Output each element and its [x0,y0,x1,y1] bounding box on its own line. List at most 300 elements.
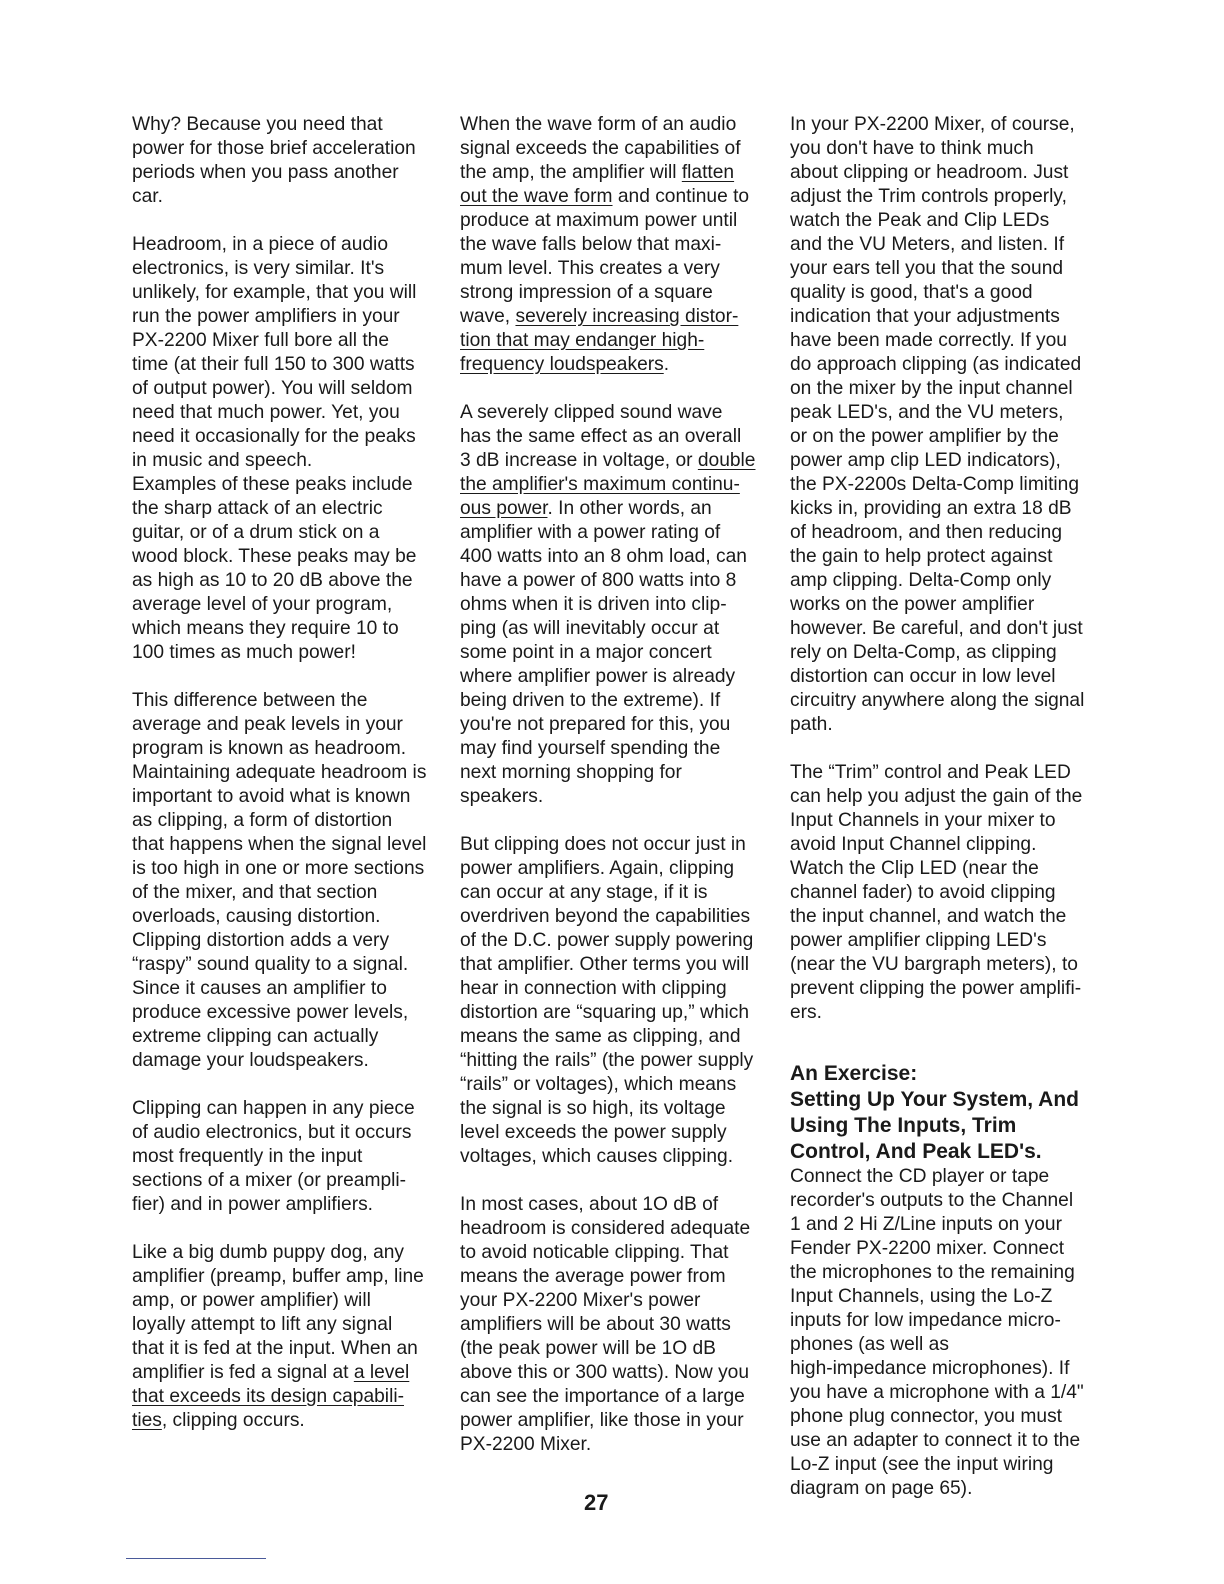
paragraph-gap [132,665,426,689]
text-span: is too high in one or more sections [132,858,425,879]
underlined-text: a level [353,1362,410,1383]
text-span: have a power of 800 watts into 8 [460,570,737,591]
text-line [132,113,426,137]
text-span: Clipping distortion adds a very [132,930,390,951]
text-line [460,617,755,641]
text-line [460,785,755,809]
paragraph-gap [790,737,1084,761]
text-line [790,857,1084,881]
text-span: the gain to help protect against [790,546,1053,567]
text-span: Like a big dumb puppy dog, any [132,1242,405,1263]
text-line [460,1025,755,1049]
text-span: ohms when it is driven into clip- [460,594,727,615]
text-column-2 [460,113,755,1457]
text-line [132,401,426,425]
text-line [132,377,426,401]
text-span: you're not prepared for this, you [460,714,731,735]
text-line [132,761,426,785]
text-span: that amplifier. Other terms you will [460,954,749,975]
text-line [460,1121,755,1145]
text-span: PX-2200 Mixer full bore all the [132,330,390,351]
text-line [790,569,1084,593]
text-span: wood block. These peaks may be [132,546,417,567]
text-span: 100 times as much power! [132,642,356,663]
text-line [132,833,426,857]
text-line [460,209,755,233]
text-span: you don't have to think much [790,138,1034,159]
paragraph-gap [132,209,426,233]
text-span: channel fader) to avoid clipping [790,882,1056,903]
text-span: amplifiers will be about 30 watts [460,1314,731,1335]
text-line [132,1169,426,1193]
text-span: to avoid noticable clipping. That [460,1242,729,1263]
text-line [132,1385,426,1409]
text-line [460,161,755,185]
text-span: Lo-Z input (see the input wiring [790,1454,1054,1475]
text-line [460,953,755,977]
text-line [790,1333,1084,1357]
text-line [790,689,1084,713]
text-span: power amplifiers. Again, clipping [460,858,735,879]
text-line [132,497,426,521]
text-span: of audio electronics, but it occurs [132,1122,412,1143]
text-line [790,593,1084,617]
text-span: guitar, or of a drum stick on a [132,522,380,543]
text-span: rely on Delta-Comp, as clipping [790,642,1057,663]
text-line [790,1453,1084,1477]
text-line [132,1289,426,1313]
text-span: mum level. This creates a very [460,258,720,279]
text-span: amp, or power amplifier) will [132,1290,371,1311]
text-span: prevent clipping the power amplifi- [790,978,1082,999]
text-span: you have a microphone with a 1/4" [790,1382,1084,1403]
text-line [460,737,755,761]
text-span: adjust the Trim controls properly, [790,186,1067,207]
text-line [790,209,1084,233]
paragraph-gap [790,1025,1084,1049]
text-span: produce excessive power levels, [132,1002,409,1023]
text-line [132,1049,426,1073]
text-span: phone plug connector, you must [790,1406,1063,1427]
text-span: hear in connection with clipping [460,978,727,999]
text-span: ers. [790,1002,822,1023]
text-span: Input Channels, using the Lo-Z [790,1286,1053,1307]
text-span: level exceeds the power supply [460,1122,727,1143]
text-span: recorder's outputs to the Channel [790,1190,1074,1211]
text-line [460,905,755,929]
text-span: of output power). You will seldom [132,378,413,399]
text-span: where amplifier power is already [460,666,736,687]
text-line [460,281,755,305]
text-span: which means they require 10 to [132,618,399,639]
text-span: run the power amplifiers in your [132,306,400,327]
text-span: . In other words, an [547,498,712,519]
text-line [132,857,426,881]
text-line [132,185,426,209]
text-span: Maintaining adequate headroom is [132,762,427,783]
text-span: Why? Because you need that [132,114,383,135]
text-span: Connect the CD player or tape [790,1166,1050,1187]
text-span: as high as 10 to 20 dB above the [132,570,413,591]
text-span: wave, [460,306,516,327]
text-span: has the same effect as an overall [460,426,742,447]
text-span: can occur at any stage, if it is [460,882,708,903]
text-line [790,329,1084,353]
text-span: indication that your adjustments [790,306,1060,327]
text-span: however. Be careful, and don't just [790,618,1083,639]
text-span: means the same as clipping, and [460,1026,741,1047]
text-line [460,881,755,905]
paragraph-gap [132,1217,426,1241]
text-line [790,425,1084,449]
text-line [132,257,426,281]
text-line [132,521,426,545]
text-line [460,1337,755,1361]
text-line [132,1313,426,1337]
text-line [460,137,755,161]
text-span: ping (as will inevitably occur at [460,618,720,639]
text-span: path. [790,714,833,735]
text-line [790,1261,1084,1285]
text-line [132,473,426,497]
text-line [132,1121,426,1145]
text-line [460,1241,755,1265]
text-span: the input channel, and watch the [790,906,1067,927]
text-span: your ears tell you that the sound [790,258,1064,279]
text-column-1 [132,113,426,1433]
text-line [460,1289,755,1313]
text-span: distortion are “squaring up,” which [460,1002,750,1023]
text-span: fier) and in power amplifiers. [132,1194,374,1215]
text-line [460,1097,755,1121]
text-span: need it occasionally for the peaks [132,426,416,447]
text-line [460,329,755,353]
text-line [460,713,755,737]
text-span: as clipping, a form of distortion [132,810,393,831]
text-span: can help you adjust the gain of the [790,786,1083,807]
text-line [790,809,1084,833]
text-line [460,1409,755,1433]
text-span: kicks in, providing an extra 18 dB [790,498,1072,519]
text-span: Watch the Clip LED (near the [790,858,1039,879]
text-line [460,401,755,425]
text-line [460,233,755,257]
text-line [132,617,426,641]
text-span: damage your loudspeakers. [132,1050,369,1071]
text-line [460,497,755,521]
heading-line: Control, And Peak LED's. [790,1140,1042,1163]
text-span: do approach clipping (as indicated [790,354,1082,375]
text-line [132,161,426,185]
text-line [460,1433,755,1457]
text-span: and continue to [612,186,750,207]
text-span: amplifier with a power rating of [460,522,721,543]
text-span: means the average power from [460,1266,726,1287]
underlined-text: severely increasing distor- [515,306,739,327]
text-line [790,929,1084,953]
text-line [460,833,755,857]
text-line [790,1405,1084,1429]
text-line [132,1097,426,1121]
text-span: Since it causes an amplifier to [132,978,387,999]
text-span: power amplifier, like those in your [460,1410,744,1431]
text-line [132,329,426,353]
text-span: produce at maximum power until [460,210,738,231]
text-line [460,521,755,545]
text-span: 1 and 2 Hi Z/Line inputs on your [790,1214,1062,1235]
text-span: car. [132,186,163,207]
text-span: “raspy” sound quality to a signal. [132,954,409,975]
text-line [460,1001,755,1025]
text-line [790,953,1084,977]
text-span: of the mixer, and that section [132,882,378,903]
text-line [132,545,426,569]
text-line [132,449,426,473]
text-line [790,1189,1084,1213]
text-line [460,857,755,881]
text-line [790,377,1084,401]
text-line [460,1265,755,1289]
text-line [132,1001,426,1025]
text-span: and the VU Meters, and listen. If [790,234,1065,255]
text-line [790,1381,1084,1405]
text-span: (the peak power will be 1O dB [460,1338,716,1359]
text-span: 400 watts into an 8 ohm load, can [460,546,747,567]
text-span: time (at their full 150 to 300 watts [132,354,415,375]
text-span: amplifier is fed a signal at [132,1362,354,1383]
text-span: avoid Input Channel clipping. [790,834,1037,855]
footer-rule [126,1558,266,1559]
text-line [460,449,755,473]
underlined-text: ous power [460,498,548,519]
text-span: being driven to the extreme). If [460,690,721,711]
text-span: phones (as well as [790,1334,949,1355]
text-span: strong impression of a square [460,282,713,303]
paragraph-gap [460,377,755,401]
text-line [132,785,426,809]
text-line [132,689,426,713]
text-span: the microphones to the remaining [790,1262,1075,1283]
text-span: that it is fed at the input. When an [132,1338,418,1359]
text-span: watch the Peak and Clip LEDs [790,210,1050,231]
text-span: This difference between the [132,690,368,711]
underlined-text: tion that may endanger high- [460,330,705,351]
text-span: diagram on page 65). [790,1478,973,1499]
text-line [460,689,755,713]
text-span: the amp, the amplifier will [460,162,682,183]
text-span: periods when you pass another [132,162,399,183]
text-span: may find yourself spending the [460,738,721,759]
text-line [790,233,1084,257]
text-line [460,1145,755,1169]
text-line [790,185,1084,209]
text-span: of headroom, and then reducing [790,522,1063,543]
text-span: use an adapter to connect it to the [790,1430,1081,1451]
text-span: above this or 300 watts). Now you [460,1362,750,1383]
clipping-headroom-text [790,113,1084,1025]
text-line [460,1313,755,1337]
text-span: about clipping or headroom. Just [790,162,1069,183]
text-span: “rails” or voltages), which means [460,1074,737,1095]
text-line [132,953,426,977]
text-span: the signal is so high, its voltage [460,1098,726,1119]
text-span: the PX-2200s Delta-Comp limiting [790,474,1080,495]
text-line [132,713,426,737]
text-line [132,737,426,761]
section-heading [790,1061,1084,1165]
text-span: A severely clipped sound wave [460,402,723,423]
text-span: average level of your program, [132,594,393,615]
text-span: In most cases, about 1O dB of [460,1194,719,1215]
text-span: high-impedance microphones). If [790,1358,1070,1379]
heading-gap [790,1049,1084,1061]
text-span: quality is good, that's a good [790,282,1033,303]
text-span: PX-2200 Mixer. [460,1434,592,1455]
text-span: voltages, which causes clipping. [460,1146,734,1167]
underlined-text: double [697,450,756,471]
paragraph-gap [460,1169,755,1193]
text-line [460,425,755,449]
text-line [790,641,1084,665]
underlined-text: the amplifier's maximum continu- [460,474,740,495]
text-span: When the wave form of an audio [460,114,737,135]
text-line [790,281,1084,305]
text-line [132,281,426,305]
text-span: important to avoid what is known [132,786,411,807]
text-line [132,1337,426,1361]
text-span: the wave falls below that maxi- [460,234,722,255]
text-line [790,305,1084,329]
text-line [132,569,426,593]
text-line [132,977,426,1001]
text-span: extreme clipping can actually [132,1026,379,1047]
text-line [132,233,426,257]
text-span: Clipping can happen in any piece [132,1098,415,1119]
underlined-text: that exceeds its design capabili- [132,1386,404,1407]
text-span: speakers. [460,786,544,807]
text-line [790,497,1084,521]
text-span: loyally attempt to lift any signal [132,1314,393,1335]
heading-line: Using The Inputs, Trim [790,1114,1017,1137]
text-line [790,617,1084,641]
text-line [132,305,426,329]
text-span: “hitting the rails” (the power supply [460,1050,754,1071]
text-line [132,1145,426,1169]
text-line [460,569,755,593]
text-line [460,761,755,785]
underlined-text: out the wave form [460,186,613,207]
text-line [460,1361,755,1385]
text-line [132,809,426,833]
text-span: power for those brief acceleration [132,138,416,159]
text-line [790,113,1084,137]
text-line [460,1385,755,1409]
text-line [132,1193,426,1217]
text-line [132,137,426,161]
text-line [790,785,1084,809]
text-span: the sharp attack of an electric [132,498,383,519]
text-line [790,473,1084,497]
text-span: sections of a mixer (or preampli- [132,1170,407,1191]
heading-line: Setting Up Your System, And [790,1088,1079,1111]
text-line [790,257,1084,281]
text-line [132,881,426,905]
text-line [790,1357,1084,1381]
text-line [790,449,1084,473]
text-line [132,1241,426,1265]
text-span: amp clipping. Delta-Comp only [790,570,1052,591]
text-span: most frequently in the input [132,1146,363,1167]
heading-line: An Exercise: [790,1062,918,1085]
text-line [132,353,426,377]
text-span: inputs for low impedance micro- [790,1310,1061,1331]
text-line [460,1193,755,1217]
text-span: works on the power amplifier [790,594,1035,615]
underlined-text: frequency loudspeakers [460,354,664,375]
page-number: 27 [584,1490,609,1515]
text-span: power amplifier clipping LED's [790,930,1047,951]
text-line [790,833,1084,857]
text-line [132,1265,426,1289]
text-span: The “Trim” control and Peak LED [790,762,1071,783]
text-line [132,1025,426,1049]
text-span: of the D.C. power supply powering [460,930,754,951]
text-line [460,1073,755,1097]
text-line [790,353,1084,377]
text-span: next morning shopping for [460,762,682,783]
text-span: overdriven beyond the capabilities [460,906,751,927]
text-line [460,113,755,137]
text-line [460,641,755,665]
text-span: Fender PX-2200 mixer. Connect [790,1238,1065,1259]
text-line [790,713,1084,737]
text-line [132,641,426,665]
text-span: average and peak levels in your [132,714,403,735]
text-line [790,545,1084,569]
text-line [790,1213,1084,1237]
text-span: peak LED's, and the VU meters, [790,402,1064,423]
text-span: have been made correctly. If you [790,330,1067,351]
text-line [132,905,426,929]
text-span: . [663,354,670,375]
text-span: signal exceeds the capabilities of [460,138,741,159]
text-span: Input Channels in your mixer to [790,810,1056,831]
text-line [790,1429,1084,1453]
text-line [132,425,426,449]
text-line [790,1001,1084,1025]
text-span: program is known as headroom. [132,738,407,759]
text-span: Headroom, in a piece of audio [132,234,388,255]
text-line [460,593,755,617]
text-span: distortion can occur in low level [790,666,1056,687]
text-line [132,1409,426,1433]
text-line [460,665,755,689]
text-line [460,185,755,209]
text-line [790,521,1084,545]
text-line [790,1285,1084,1309]
underlined-text: ties [132,1410,162,1431]
text-line [790,401,1084,425]
text-line [460,545,755,569]
text-line [790,1477,1084,1501]
text-line [790,905,1084,929]
text-line [132,593,426,617]
text-span: electronics, is very similar. It's [132,258,385,279]
text-line [460,305,755,329]
text-span: power amp clip LED indicators), [790,450,1061,471]
underlined-text: flatten [681,162,735,183]
text-span: (near the VU bargraph meters), to [790,954,1078,975]
